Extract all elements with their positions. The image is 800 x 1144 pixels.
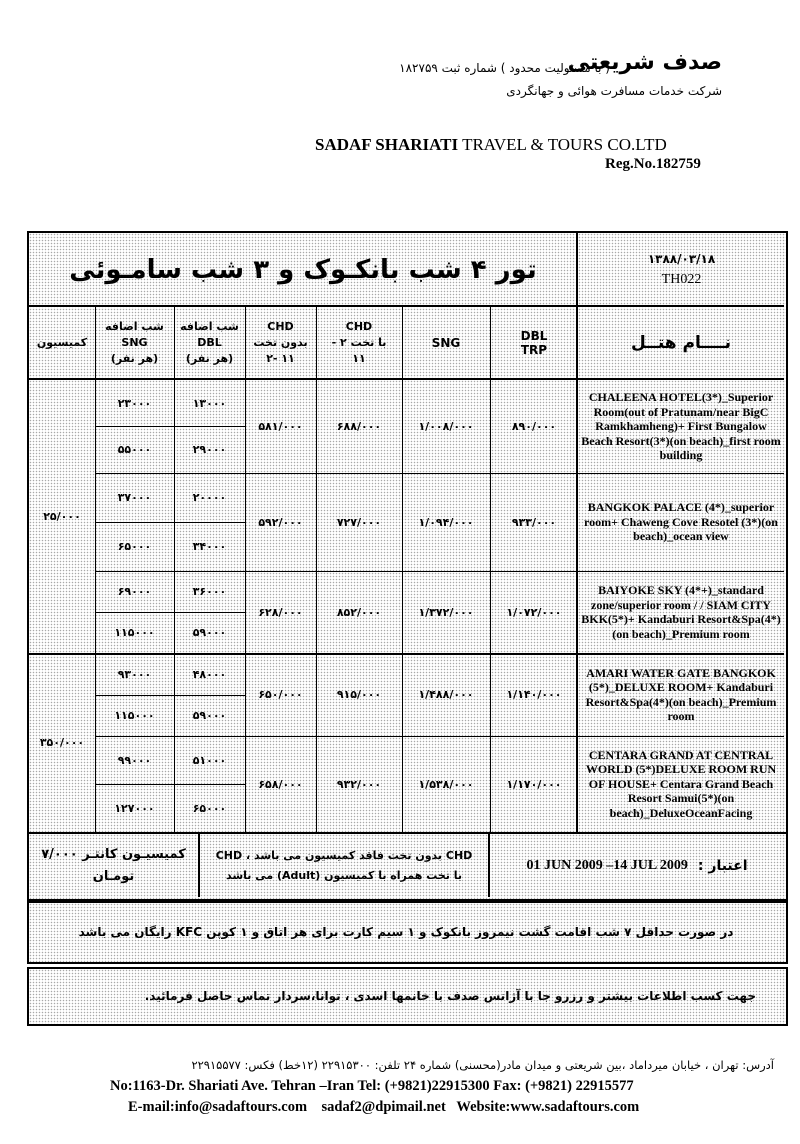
chd-note-line-1: CHD بدون تخت فاقد کمیسیون می باشد ، CHD [215,848,473,862]
counter-commission-value: کمیسیـون کانتـر ۷/۰۰۰ [41,846,186,862]
price-sng: ۱/۰۹۴/۰۰۰ [418,515,474,529]
header-extra-sng-1: شب اضافه [105,319,164,333]
company-reg: Reg.No.182759 [605,156,701,172]
extra-dbl: ۵۱۰۰۰ [192,753,227,767]
divider [198,834,200,897]
divider [95,736,784,737]
extra-dbl: ۵۹۰۰۰ [192,709,227,722]
address-fa: آدرس: تهران ، خیابان میرداماد ،بین شریعتی و میدان مادر(محسنی) شماره ۲۴ تلفن: ۲۲۹۱۵۳۰۰ (۱۲خط) فکس: ۲۲۹۱۵۵۷۷ [191,1058,774,1072]
commission-value: ۲۵/۰۰۰ [43,510,81,523]
extra-sng: ۶۵۰۰۰ [117,540,152,553]
extra-sng: ۹۹۰۰۰ [117,753,152,767]
price-chd-bed: ۸۵۲/۰۰۰ [336,605,382,619]
header-commission: کمیسیون [36,335,88,349]
divider [95,473,784,474]
divider [402,307,403,832]
divider [490,307,491,832]
header-chd-bed-2: با تخت ۲ - [331,335,387,349]
hotel-name: CENTARA GRAND AT CENTRAL WORLD (5*)DELUXE ROOM RUN OF HOUSE+ Centara Grand Beach Resort Samui(5*)(on beach)_DeluxeOceanFacing [585,747,777,820]
divider [174,307,175,832]
extra-dbl: ۱۳۰۰۰ [192,396,227,410]
extra-dbl: ۵۹۰۰۰ [192,626,227,639]
divider [95,522,245,523]
price-chd-bed: ۷۲۷/۰۰۰ [336,515,382,529]
divider [95,307,96,832]
extra-sng: ۱۱۵۰۰۰ [114,709,155,722]
price-dbl: ۸۹۰/۰۰۰ [511,420,557,433]
chd-note [202,834,486,897]
price-chd-nobed: ۵۸۱/۰۰۰ [258,420,303,433]
header-extra-dbl-1: شب اضافه [180,319,239,333]
hotel-name: BANGKOK PALACE (4*)_superior room+ Chaweng Cove Resotel (3*)(on beach)_ocean view [584,500,778,544]
price-chd-nobed: ۶۵۰/۰۰۰ [258,688,303,701]
divider [29,378,784,380]
price-sng: ۱/۴۸۸/۰۰۰ [418,688,474,701]
counter-commission-unit: تومـان [92,868,135,884]
price-chd-nobed: ۶۵۸/۰۰۰ [258,777,303,791]
price-dbl: ۱/۱۴۰/۰۰۰ [506,688,562,701]
hotel-name: BAIYOKE SKY (4*+)_standard zone/superior room / / SIAM CITY BKK(5*)+ Kandaburi Resort&Spa(4*)(on beach)_Premium room [581,583,781,641]
header-extra-dbl-2: DBL [197,335,222,349]
header-extra-dbl-3: (هر نفر) [185,351,234,365]
divider [95,612,245,613]
header-trp-label: TRP [520,342,548,357]
contact-email-web: E-mail:info@sadaftours.com sadaf2@dpimail.net Website:www.sadaftours.com [128,1099,640,1115]
hotel-name: CHALEENA HOTEL(3*)_Superior Room(out of Pratunam/near BigC Ramkhamheng)+ First Bungalow Beach Resort(3*)(on beach)_first room building [581,390,781,463]
price-chd-nobed: ۵۹۲/۰۰۰ [258,515,303,529]
divider [29,653,784,655]
price-chd-bed: ۹۱۵/۰۰۰ [336,688,382,701]
divider [95,695,245,696]
chd-note-line-2: با تخت همراه با کمیسیون (Adult) می باشد [225,868,463,882]
counter-commission [31,834,196,897]
address-en: No:1163-Dr. Shariati Ave. Tehran –Iran Tel: (+9821)22915300 Fax: (+9821) 22915577 [110,1078,634,1094]
extra-sng: ۳۷۰۰۰ [117,491,152,504]
header-chd-nobed-3: ۲- ۱۱ [266,351,295,365]
extra-dbl: ۳۴۰۰۰ [192,540,227,553]
tour-meta [579,234,784,305]
company-name-en-rest: TRAVEL & TOURS CO.LTD [462,135,667,154]
price-chd-bed: ۹۳۲/۰۰۰ [336,777,382,791]
extra-dbl: ۲۰۰۰۰ [192,491,227,504]
header-extra-sng-2: SNG [121,335,148,349]
divider [95,571,784,572]
header-extra-dbl [174,307,245,378]
header-chd-bed-3: ۱۱ [352,351,366,365]
validity [492,834,782,897]
header-hotel: نــــام هتــل [631,332,731,353]
tour-code: TH022 [661,271,702,287]
extra-sng: ۱۱۵۰۰۰ [114,626,155,639]
header-chd-nobed-2: بدون تخت [253,335,308,349]
price-dbl: ۱/۱۷۰/۰۰۰ [506,777,562,791]
divider [488,834,490,897]
divider [95,784,245,785]
tour-title: تور ۴ شب بانکـوک و ۳ شب سامـوئی [69,254,537,285]
extra-dbl: ۲۹۰۰۰ [192,443,227,456]
company-subtitle-fa: ( با مسئولیت محدود ) شماره ثبت ۱۸۲۷۵۹ [399,61,610,75]
divider [245,307,246,832]
header-chd-nobed [245,307,316,378]
company-name-en-bold: SADAF SHARIATI [315,135,459,154]
divider [29,305,784,307]
contact-text: جهت کسب اطلاعات بیشتر و رزرو جا با آژانس صدف با خانمها اسدی ، توانا،سردار تماس حاصل فرمائید. [144,988,756,1003]
price-dbl: ۱/۰۷۲/۰۰۰ [506,605,562,619]
header-sng: SNG [431,335,461,350]
extra-sng: ۹۳۰۰۰ [117,667,152,681]
price-sng: ۱/۳۷۲/۰۰۰ [418,605,474,619]
promo-text: در صورت حداقل ۷ شب اقامت گشت نیمروز بانکوک و ۱ سیم کارت برای هر اتاق و ۱ کوپن KFC رایگان می باشد [78,924,734,939]
extra-dbl: ۶۵۰۰۰ [192,801,227,815]
company-desc-fa: شرکت خدمات مسافرت هوائی و جهانگردی [506,84,722,98]
price-sng: ۱/۵۳۸/۰۰۰ [418,777,474,791]
extra-dbl: ۳۶۰۰۰ [192,585,227,598]
header-extra-sng [95,307,174,378]
extra-sng: ۱۲۷۰۰۰ [114,801,155,815]
header-extra-sng-3: (هر نفر) [110,351,159,365]
hotel-name: AMARI WATER GATE BANGKOK (5*)_DELUXE ROOM+ Kandaburi Resort&Spa(4*)(on beach)_Premium room [585,665,777,723]
header-dbl-label: DBL [520,328,548,343]
header-chd-nobed-1: CHD [267,319,294,333]
header-chd-bed-1: CHD [345,319,373,333]
price-sng: ۱/۰۰۸/۰۰۰ [418,420,474,433]
price-dbl: ۹۳۳/۰۰۰ [511,515,557,529]
validity-dates: 01 JUN 2009 –14 JUL 2009 [526,857,688,873]
extra-sng: ۲۳۰۰۰ [117,396,152,410]
tour-date: ۱۳۸۸/۰۳/۱۸ [647,251,716,266]
divider [576,233,578,832]
extra-sng: ۵۵۰۰۰ [117,443,152,456]
validity-label: اعتبار : [697,857,748,874]
company-name-fa: صدف شریعتی [567,50,722,75]
header-chd-bed [316,307,402,378]
price-chd-bed: ۶۸۸/۰۰۰ [336,420,382,433]
divider [95,426,245,427]
commission-value: ۳۵۰/۰۰۰ [39,736,85,749]
company-name-en [315,135,667,155]
extra-sng: ۶۹۰۰۰ [117,585,152,598]
header-dbl-trp [490,307,578,378]
price-chd-nobed: ۶۲۸/۰۰۰ [258,605,303,619]
extra-dbl: ۴۸۰۰۰ [192,667,227,681]
divider [316,307,317,832]
